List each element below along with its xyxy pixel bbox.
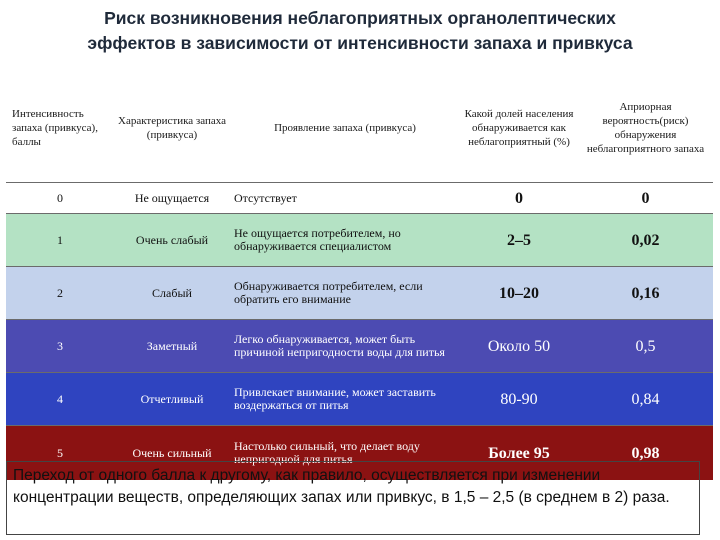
characteristic-cell: Заметный xyxy=(114,320,230,373)
header-intensity: Интенсивность запаха (привкуса), баллы xyxy=(6,74,114,183)
manifestation-cell: Не ощущается потребителем, но обнаруживается специалистом xyxy=(230,214,460,267)
risk-cell: 0 xyxy=(578,183,713,214)
characteristic-cell: Не ощущается xyxy=(114,183,230,214)
characteristic-cell: Очень сильный xyxy=(114,426,230,481)
score-cell: 1 xyxy=(6,214,114,267)
share-cell: 80-90 xyxy=(460,373,578,426)
manifestation-cell: Обнаруживается потребителем, если обратить его внимание xyxy=(230,267,460,320)
header-population-share: Какой долей населения обнаруживается как неблагоприятный (%) xyxy=(460,74,578,183)
score-cell: 2 xyxy=(6,267,114,320)
share-cell: Более 95 xyxy=(460,426,578,481)
table-row xyxy=(6,320,713,373)
manifestation-cell: Отсутствует xyxy=(230,183,460,214)
footnote-text: Переход от одного балла к другому, как правило, осуществляется при изменении концентрации веществ, определяющих запах или привкус, в 1,5 – 2,5 (в среднем в 2) раза. xyxy=(13,467,670,506)
characteristic-cell: Отчетливый xyxy=(114,373,230,426)
manifestation-cell: Легко обнаруживается, может быть причиной непригодности воды для питья xyxy=(230,320,460,373)
score-cell: 4 xyxy=(6,373,114,426)
title-line-2: эффектов в зависимости от интенсивности запаха и привкуса xyxy=(87,33,633,53)
slide-title xyxy=(0,6,720,56)
table-row xyxy=(6,183,713,214)
table-row xyxy=(6,373,713,426)
score-cell: 0 xyxy=(6,183,114,214)
header-prior-risk: Априорная вероятность(риск) обнаружения неблагоприятного запаха xyxy=(578,74,713,183)
share-cell: Около 50 xyxy=(460,320,578,373)
header-characteristic: Характеристика запаха (привкуса) xyxy=(114,74,230,183)
risk-cell: 0,5 xyxy=(578,320,713,373)
risk-cell: 0,98 xyxy=(578,426,713,481)
title-line-1: Риск возникновения неблагоприятных органолептических xyxy=(104,8,616,28)
footnote-box xyxy=(6,461,700,535)
table-row xyxy=(6,267,713,320)
risk-cell: 0,02 xyxy=(578,214,713,267)
risk-table xyxy=(6,74,713,480)
score-cell: 5 xyxy=(6,426,114,481)
risk-cell: 0,16 xyxy=(578,267,713,320)
share-cell: 0 xyxy=(460,183,578,214)
manifestation-cell: Привлекает внимание, может заставить воздержаться от питья xyxy=(230,373,460,426)
table-header-row xyxy=(6,74,713,183)
header-manifestation: Проявление запаха (привкуса) xyxy=(230,74,460,183)
risk-cell: 0,84 xyxy=(578,373,713,426)
manifestation-cell: Настолько сильный, что делает воду непригодной для питья xyxy=(230,426,460,481)
characteristic-cell: Слабый xyxy=(114,267,230,320)
score-cell: 3 xyxy=(6,320,114,373)
table-row xyxy=(6,214,713,267)
share-cell: 2–5 xyxy=(460,214,578,267)
share-cell: 10–20 xyxy=(460,267,578,320)
characteristic-cell: Очень слабый xyxy=(114,214,230,267)
